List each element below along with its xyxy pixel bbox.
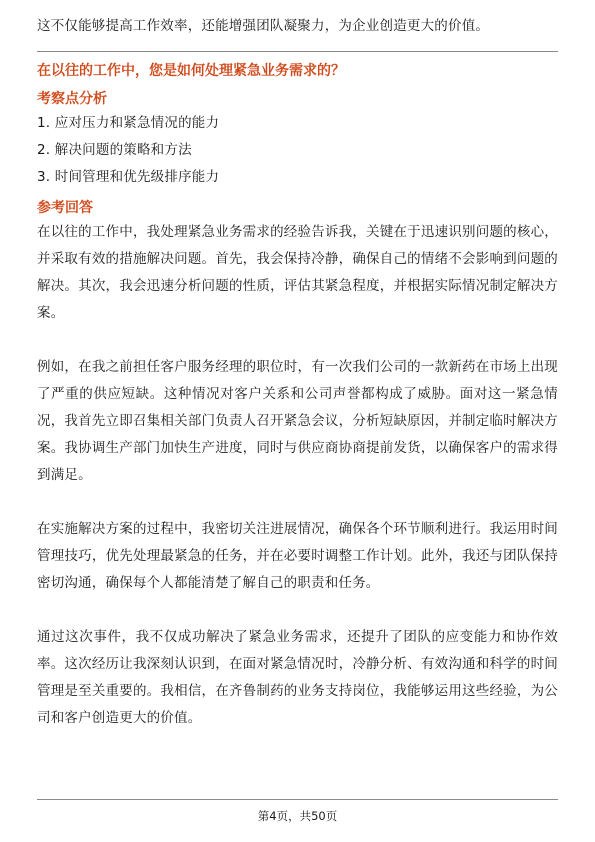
answer-heading: 参考回答: [37, 200, 93, 216]
interview-question: 在以往的工作中，您是如何处理紧急业务需求的？: [37, 63, 345, 79]
intro-paragraph: 这不仅能够提高工作效率，还能增强团队凝聚力，为企业创造更大的价值。: [37, 18, 490, 34]
analysis-heading: 考察点分析: [37, 91, 107, 107]
analysis-point: 3. 时间管理和优先级排序能力: [37, 169, 220, 185]
footer-divider: [37, 799, 558, 800]
analysis-point: 2. 解决问题的策略和方法: [37, 142, 192, 158]
analysis-points-list: [37, 110, 558, 191]
answer-paragraph: 在实施解决方案的过程中，我密切关注进展情况，确保各个环节顺利进行。我运用时间管理技巧，优先处理最紧急的任务，并在必要时调整工作计划。此外，我还与团队保持密切沟通，确保每个人都能清楚了解自己的职责和任务。: [37, 521, 558, 591]
answer-body: [37, 219, 558, 732]
analysis-point: 1. 应对压力和紧急情况的能力: [37, 115, 220, 131]
answer-paragraph: 例如，在我之前担任客户服务经理的职位时，有一次我们公司的一款新药在市场上出现了严重的供应短缺。这种情况对客户关系和公司声誉都构成了威胁。面对这一紧急情况，我首先立即召集相关部门负责人召开紧急会议，分析短缺原因，并制定临时解决方案。我协调生产部门加快生产进度，同时与供应商协商提前发货，以确保客户的需求得到满足。: [37, 359, 558, 483]
answer-paragraph: 通过这次事件，我不仅成功解决了紧急业务需求，还提升了团队的应变能力和协作效率。这次经历让我深刻认识到，在面对紧急情况时，冷静分析、有效沟通和科学的时间管理是至关重要的。我相信，在齐鲁制药的业务支持岗位，我能够运用这些经验，为公司和客户创造更大的价值。: [37, 629, 558, 726]
page-number: 第4页，共50页: [257, 809, 338, 823]
page-content: [37, 0, 558, 732]
answer-paragraph: 在以往的工作中，我处理紧急业务需求的经验告诉我，关键在于迅速识别问题的核心，并采取有效的措施解决问题。首先，我会保持冷静，确保自己的情绪不会影响到问题的解决。其次，我会迅速分析问题的性质，评估其紧急程度，并根据实际情况制定解决方案。: [37, 224, 558, 321]
